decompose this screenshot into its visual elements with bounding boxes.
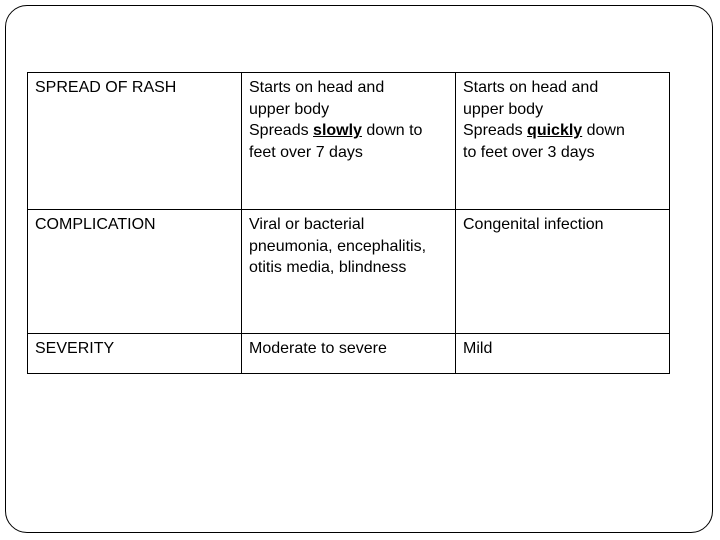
- severity-col2-cell: [242, 334, 456, 374]
- severity-col3-cell: [456, 334, 670, 374]
- cell-text-line: Mild: [463, 340, 493, 357]
- table-row-severity: [28, 334, 670, 374]
- row-label: SEVERITY: [35, 340, 115, 357]
- emphasized-word: slowly: [313, 122, 362, 139]
- complication-col3-cell: [456, 210, 670, 334]
- text-fragment: down to: [361, 122, 423, 139]
- cell-text-line: Starts on head and: [463, 79, 599, 96]
- row-label-cell: [28, 210, 242, 334]
- cell-text-line: Moderate to severe: [249, 340, 387, 357]
- cell-text-line: Viral or bacterial: [249, 216, 365, 233]
- complication-col2-cell: [242, 210, 456, 334]
- table-row-complication: [28, 210, 670, 334]
- row-label: SPREAD OF RASH: [35, 79, 177, 96]
- row-label: COMPLICATION: [35, 216, 156, 233]
- emphasized-word: quickly: [527, 122, 583, 139]
- cell-text-line: upper body: [463, 100, 544, 118]
- row-label-cell: [28, 334, 242, 374]
- row-label-cell: [28, 73, 242, 210]
- spread-col2-cell: [242, 73, 456, 210]
- cell-text-line: upper body: [249, 100, 330, 118]
- table-row-spread-of-rash: [28, 73, 670, 210]
- cell-text-line: Starts on head and: [249, 79, 385, 96]
- cell-text-line-emphasis: [463, 120, 662, 142]
- cell-text-line-emphasis: [249, 120, 448, 142]
- cell-text-line: pneumonia, encephalitis,: [249, 237, 427, 255]
- spread-col3-cell: [456, 73, 670, 210]
- text-fragment: down: [582, 122, 625, 139]
- text-fragment: Spreads: [463, 122, 528, 139]
- cell-text-line: otitis media, blindness: [249, 259, 407, 276]
- cell-text-line: feet over 7 days: [249, 143, 363, 161]
- cell-text-line: to feet over 3 days: [463, 143, 595, 161]
- text-fragment: Spreads: [249, 122, 314, 139]
- comparison-table: [27, 72, 670, 374]
- cell-text-line: Congenital infection: [463, 216, 604, 233]
